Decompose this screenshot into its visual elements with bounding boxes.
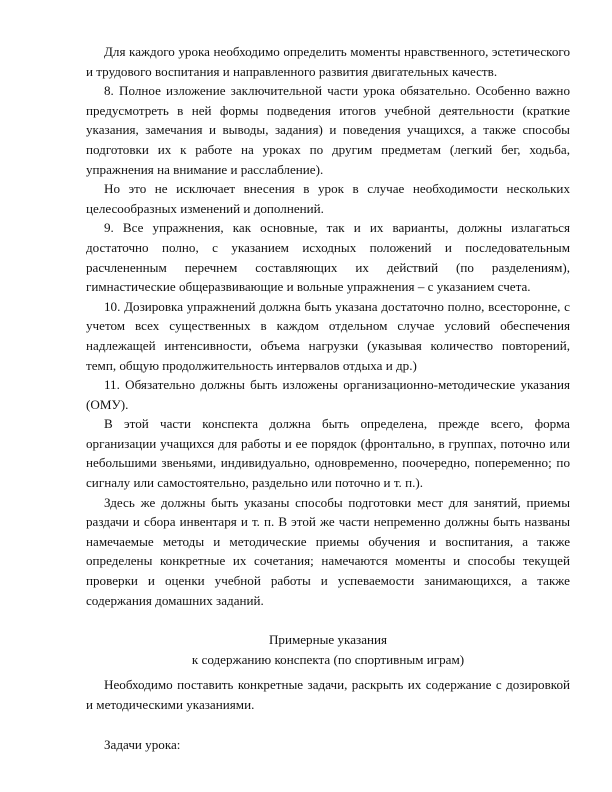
- paragraph-item-9: 9. Все упражнения, как основные, так и их варианты, должны излагаться достаточно полно, с указанием исходных положений и последовательным расчлененным перечнем составляющих их действий (по разделениям), гимнастические общеразвивающие и вольные упражнения – с указанием счета.: [86, 220, 570, 295]
- tasks-label: Задачи урока:: [104, 736, 181, 752]
- paragraph-section-intro: Необходимо поставить конкретные задачи, раскрыть их содержание с дозировкой и методическими указаниями.: [86, 677, 570, 712]
- paragraph-item-10: 10. Дозировка упражнений должна быть указана достаточно полно, всесторонне, с учетом всех существенных в каждом отдельном случае условий обеспечения надлежащей интенсивности, объема нагрузки (указывая количество повторений, темп, общую продолжительность интервалов отдыха и др.): [86, 298, 570, 373]
- spacer: [86, 715, 570, 735]
- paragraph-changes-note: Но это не исключает внесения в урок в случае необходимости нескольких целесообразных изменений и дополнений.: [86, 181, 570, 216]
- section-title-line2: к содержанию конспекта (по спортивным играм): [191, 651, 465, 667]
- paragraph-education-moments: Для каждого урока необходимо определить моменты нравственного, эстетического и трудового воспитания и направленного развития двигательных качеств.: [86, 44, 570, 79]
- paragraph-item-11: 11. Обязательно должны быть изложены организационно-методические указания (ОМУ).: [86, 377, 570, 412]
- paragraph-preparation: Здесь же должны быть указаны способы подготовки мест для занятий, приемы раздачи и сбора инвентаря и т. п. В этой же части непременно должны быть названы намечаемые методы и методические приемы обучения и воспитания, а также определены конкретные их сочетания; намечаются моменты и способы текущей проверки и оценки учебной работы и успеваемости занимающихся, а также содержания домашних заданий.: [86, 494, 570, 608]
- section-title-line1: Примерные указания: [268, 632, 388, 648]
- document-page: [86, 42, 570, 754]
- paragraph-item-8: 8. Полное изложение заключительной части урока обязательно. Особенно важно предусмотреть в ней формы подведения итогов учебной деятельности (краткие указания, замечания и выводы, задания) и поведения учащихся, а также способы подготовки их к работе на уроках по другим предметам (легкий бег, ходьба, упражнения на внимание и расслабление).: [86, 83, 570, 177]
- paragraph-organization: В этой части конспекта должна быть определена, прежде всего, форма организации учащихся для работы и ее порядок (фронтально, в группах, поточно или небольшими звеньями, индивидуально, одновременно, поочередно, попеременно; по сигналу или самостоятельно, раздельно или поточно и т. п.).: [86, 416, 570, 491]
- spacer: [86, 610, 570, 630]
